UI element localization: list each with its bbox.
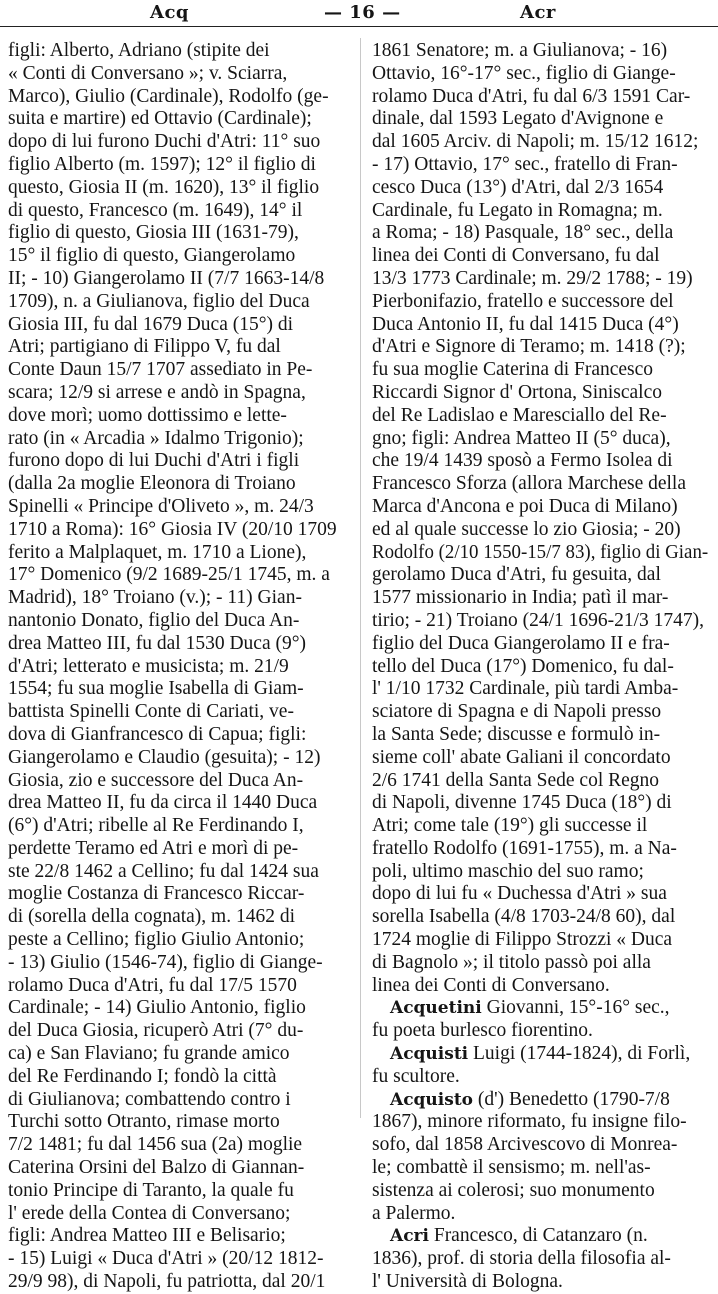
left-column-line: l' erede della Contea di Conversano;: [8, 1202, 291, 1224]
left-column-line: figli: Andrea Matteo III e Belisario;: [8, 1225, 286, 1247]
left-column-line: 7/2 1481; fu dal 1456 sua (2a) moglie: [8, 1134, 303, 1156]
right-column-line: ed al quale successe lo zio Giosia; - 20): [372, 518, 681, 540]
left-column-line: suita e martire) ed Ottavio (Cardinale);: [8, 108, 312, 130]
left-column-line: 1710 a Roma): 16° Giosia IV (20/10 1709: [8, 518, 337, 540]
left-column-line: di Giulianova; combattendo contro i: [8, 1088, 291, 1110]
left-column-line: Caterina Orsini del Balzo di Giannan-: [8, 1157, 305, 1179]
right-column-line: Acquisto (d') Benedetto (1790-7/8: [390, 1088, 670, 1110]
right-column-line: linea dei Conti di Conversano.: [372, 974, 610, 996]
right-column-line: dinale, dal 1593 Legato d'Avignone e: [372, 108, 664, 130]
left-column-line: drea Matteo II, fu da circa il 1440 Duca: [8, 792, 318, 814]
left-column-line: scara; 12/9 si arrese e andò in Spagna,: [8, 381, 306, 403]
right-column-line: sofo, dal 1858 Arcivescovo di Monrea-: [372, 1134, 678, 1156]
left-column-line: « Conti di Conversano »; v. Sciarra,: [8, 62, 288, 84]
left-column-line: ste 22/8 1462 a Cellino; fu dal 1424 sua: [8, 860, 319, 882]
left-column-line: figlio di questo, Giosia III (1631-79),: [8, 222, 299, 244]
right-column-line: sieme coll' abate Galiani il concordato: [372, 746, 671, 768]
right-column-line: Marca d'Ancona e poi Duca di Milano): [372, 495, 678, 517]
running-header: [0, 0, 718, 27]
left-column-line: drea Matteo III, fu dal 1530 Duca (9°): [8, 632, 307, 654]
left-column-line: 1554; fu sua moglie Isabella di Giam-: [8, 678, 304, 700]
right-column-line: 1577 missionario in India; patì il mar-: [372, 587, 669, 609]
right-column-line: linea dei Conti di Conversano, fu dal: [372, 245, 660, 267]
left-column-line: II; - 10) Giangerolamo II (7/7 1663-14/8: [8, 267, 325, 289]
left-column-line: (dalla 2a moglie Eleonora di Troiano: [8, 473, 296, 495]
right-column-line: sciatore di Spagna e di Napoli presso: [372, 701, 662, 723]
left-column-line: moglie Costanza di Francesco Riccar-: [8, 883, 305, 905]
left-column-line: 29/9 98), di Napoli, fu patriotta, dal 20/1: [8, 1271, 326, 1293]
left-column-line: di questo, Francesco (m. 1649), 14° il: [8, 199, 303, 221]
right-column-line: figlio del Duca Giangerolamo II e fra-: [372, 632, 670, 654]
right-column-line: sistenza ai colerosi; suo monumento: [372, 1179, 655, 1201]
left-column-line: battista Spinelli Conte di Cariati, ve-: [8, 701, 294, 723]
right-column-line: Francesco Sforza (allora Marchese della: [372, 473, 687, 495]
left-column-line: 15° il figlio di questo, Giangerolamo: [8, 245, 296, 267]
left-column-line: rolamo Duca d'Atri, fu dal 17/5 1570: [8, 974, 297, 996]
right-column-line: Atri; come tale (19°) gli successe il: [372, 815, 648, 837]
left-column-line: figlio Alberto (m. 1597); 12° il figlio di: [8, 153, 316, 175]
right-column-line: tello del Duca (17°) Domenico, fu dal-: [372, 655, 674, 677]
left-column-line: (6°) d'Atri; ribelle al Re Ferdinando I,: [8, 815, 304, 837]
left-column-line: Cardinale; - 14) Giulio Antonio, figlio: [8, 997, 306, 1019]
left-column-line: figli: Alberto, Adriano (stipite dei: [8, 40, 270, 61]
left-column-line: dopo di lui furono Duchi d'Atri: 11° suo: [8, 131, 321, 153]
left-column-line: Madrid), 18° Troiano (v.); - 11) Gian-: [8, 587, 302, 609]
right-column-line: Acri Francesco, di Catanzaro (n.: [390, 1225, 648, 1247]
left-column-line: dove morì; uomo dottissimo e lette-: [8, 404, 287, 426]
page-number: — 16 —: [324, 2, 401, 23]
right-column-line: Pierbonifazio, fratello e successore del: [372, 290, 674, 312]
right-column-line: di Bagnolo »; il titolo passò poi alla: [372, 951, 651, 973]
right-column-line: l' 1/10 1732 Cardinale, più tardi Amba-: [372, 678, 679, 700]
left-column-line: del Re Ferdinando I; fondò la città: [8, 1065, 277, 1087]
left-column-line: Atri; partigiano di Filippo V, fu dal: [8, 336, 281, 358]
right-column-line: 1867), minore riformato, fu insigne filo-: [372, 1111, 687, 1133]
right-column-line: gerolamo Duca d'Atri, fu gesuita, dal: [372, 564, 661, 586]
right-column-line: 2/6 1741 della Santa Sede col Regno: [372, 769, 660, 791]
right-column-line: d'Atri e Signore di Teramo; m. 1418 (?);: [372, 336, 686, 358]
right-column-line: fratello Rodolfo (1691-1755), m. a Na-: [372, 837, 677, 859]
right-column: [372, 40, 708, 1294]
right-column-line: a Palermo.: [372, 1202, 456, 1224]
left-column-line: tonio Principe di Taranto, la quale fu: [8, 1179, 294, 1201]
right-column-line: fu scultore.: [372, 1065, 460, 1087]
left-column-line: Giosia III, fu dal 1679 Duca (15°) di: [8, 313, 294, 335]
right-column-line: a Roma; - 18) Pasquale, 18° sec., della: [372, 222, 674, 244]
left-column-line: - 13) Giulio (1546-74), figlio di Giange-: [8, 951, 323, 973]
left-column-line: d'Atri; letterato e musicista; m. 21/9: [8, 655, 289, 677]
left-column-line: Marco), Giulio (Cardinale), Rodolfo (ge-: [8, 85, 329, 107]
right-column-line: tirio; - 21) Troiano (24/1 1696-21/3 1747),: [372, 609, 705, 631]
left-column: [8, 40, 350, 1294]
right-column-line: la Santa Sede; discusse e formulò in-: [372, 723, 661, 745]
right-column-line: Acquetini Giovanni, 15°-16° sec.,: [390, 997, 670, 1019]
right-column-line: l' Università di Bologna.: [372, 1271, 563, 1293]
right-column-line: dopo di lui fu « Duchessa d'Atri » sua: [372, 883, 667, 905]
left-column-line: Turchi sotto Otranto, rimase morto: [8, 1111, 280, 1133]
left-column-line: furono dopo di lui Duchi d'Atri i figli: [8, 450, 300, 472]
left-column-line: Spinelli « Principe d'Oliveto », m. 24/3: [8, 495, 314, 517]
right-column-line: 1724 moglie di Filippo Strozzi « Duca: [372, 929, 673, 951]
header-right-guide-word: Acr: [520, 2, 556, 23]
left-column-line: ca) e San Flaviano; fu grande amico: [8, 1043, 290, 1065]
right-column-line: sorella Isabella (4/8 1703-24/8 60), dal: [372, 906, 676, 928]
left-column-line: di (sorella della cognata), m. 1462 di: [8, 906, 295, 928]
right-column-line: Rodolfo (2/10 1550-15/7 83), figlio di Gian-: [372, 541, 709, 563]
left-column-line: - 15) Luigi « Duca d'Atri » (20/12 1812-: [8, 1248, 324, 1270]
left-column-line: peste a Cellino; figlio Giulio Antonio;: [8, 929, 305, 951]
right-column-line: - 17) Ottavio, 17° sec., fratello di Fran-: [372, 153, 678, 175]
left-column-line: perdette Teramo ed Atri e morì di pe-: [8, 837, 299, 859]
right-column-line: Riccardi Signor d' Ortona, Siniscalco: [372, 381, 662, 403]
left-column-line: Conte Daun 15/7 1707 assediato in Pe-: [8, 359, 313, 381]
right-column-line: dal 1605 Arciv. di Napoli; m. 15/12 1612;: [372, 131, 699, 153]
right-column-line: di Napoli, divenne 1745 Duca (18°) di: [372, 792, 672, 814]
left-column-line: dova di Gianfrancesco di Capua; figli:: [8, 723, 307, 745]
left-column-line: del Duca Giosia, ricuperò Atri (7° du-: [8, 1020, 304, 1042]
left-column-line: Giangerolamo e Claudio (gesuita); - 12): [8, 746, 321, 768]
right-column-line: cesco Duca (13°) d'Atri, dal 2/3 1654: [372, 176, 664, 198]
left-column-line: ferito a Malplaquet, m. 1710 a Lione),: [8, 541, 307, 563]
right-column-line: poli, ultimo maschio del suo ramo;: [372, 860, 644, 882]
left-column-line: 1709), n. a Giulianova, figlio del Duca: [8, 290, 310, 312]
left-column-line: nantonio Donato, figlio del Duca An-: [8, 609, 300, 631]
right-column-line: gno; figli: Andrea Matteo II (5° duca),: [372, 427, 671, 449]
right-column-line: le; combattè il sensismo; m. nell'as-: [372, 1157, 651, 1179]
column-separator: [360, 38, 361, 1118]
left-column-line: questo, Giosia II (m. 1620), 13° il figlio: [8, 176, 320, 198]
right-column-line: che 19/4 1439 sposò a Fermo Isolea di: [372, 450, 673, 472]
right-column-line: del Re Ladislao e Maresciallo del Re-: [372, 404, 667, 426]
right-column-line: fu sua moglie Caterina di Francesco: [372, 359, 654, 381]
right-column-line: Duca Antonio II, fu dal 1415 Duca (4°): [372, 313, 679, 335]
right-column-line: rolamo Duca d'Atri, fu dal 6/3 1591 Car-: [372, 85, 691, 107]
left-column-line: rato (in « Arcadia » Idalmo Trigonio);: [8, 427, 304, 449]
left-column-line: 17° Domenico (9/2 1689-25/1 1745, m. a: [8, 564, 330, 586]
right-column-line: 13/3 1773 Cardinale; m. 29/2 1788; - 19): [372, 267, 693, 289]
header-left-guide-word: Acq: [150, 2, 190, 23]
right-column-line: Cardinale, fu Legato in Romagna; m.: [372, 199, 663, 221]
left-column-line: Giosia, zio e successore del Duca An-: [8, 769, 304, 791]
right-column-line: Acquisti Luigi (1744-1824), di Forlì,: [390, 1043, 691, 1065]
right-column-line: Ottavio, 16°-17° sec., figlio di Giange-: [372, 62, 676, 84]
right-column-line: 1861 Senatore; m. a Giulianova; - 16): [372, 40, 668, 61]
right-column-line: 1836), prof. di storia della filosofia al-: [372, 1248, 671, 1270]
right-column-line: fu poeta burlesco fiorentino.: [372, 1020, 593, 1042]
